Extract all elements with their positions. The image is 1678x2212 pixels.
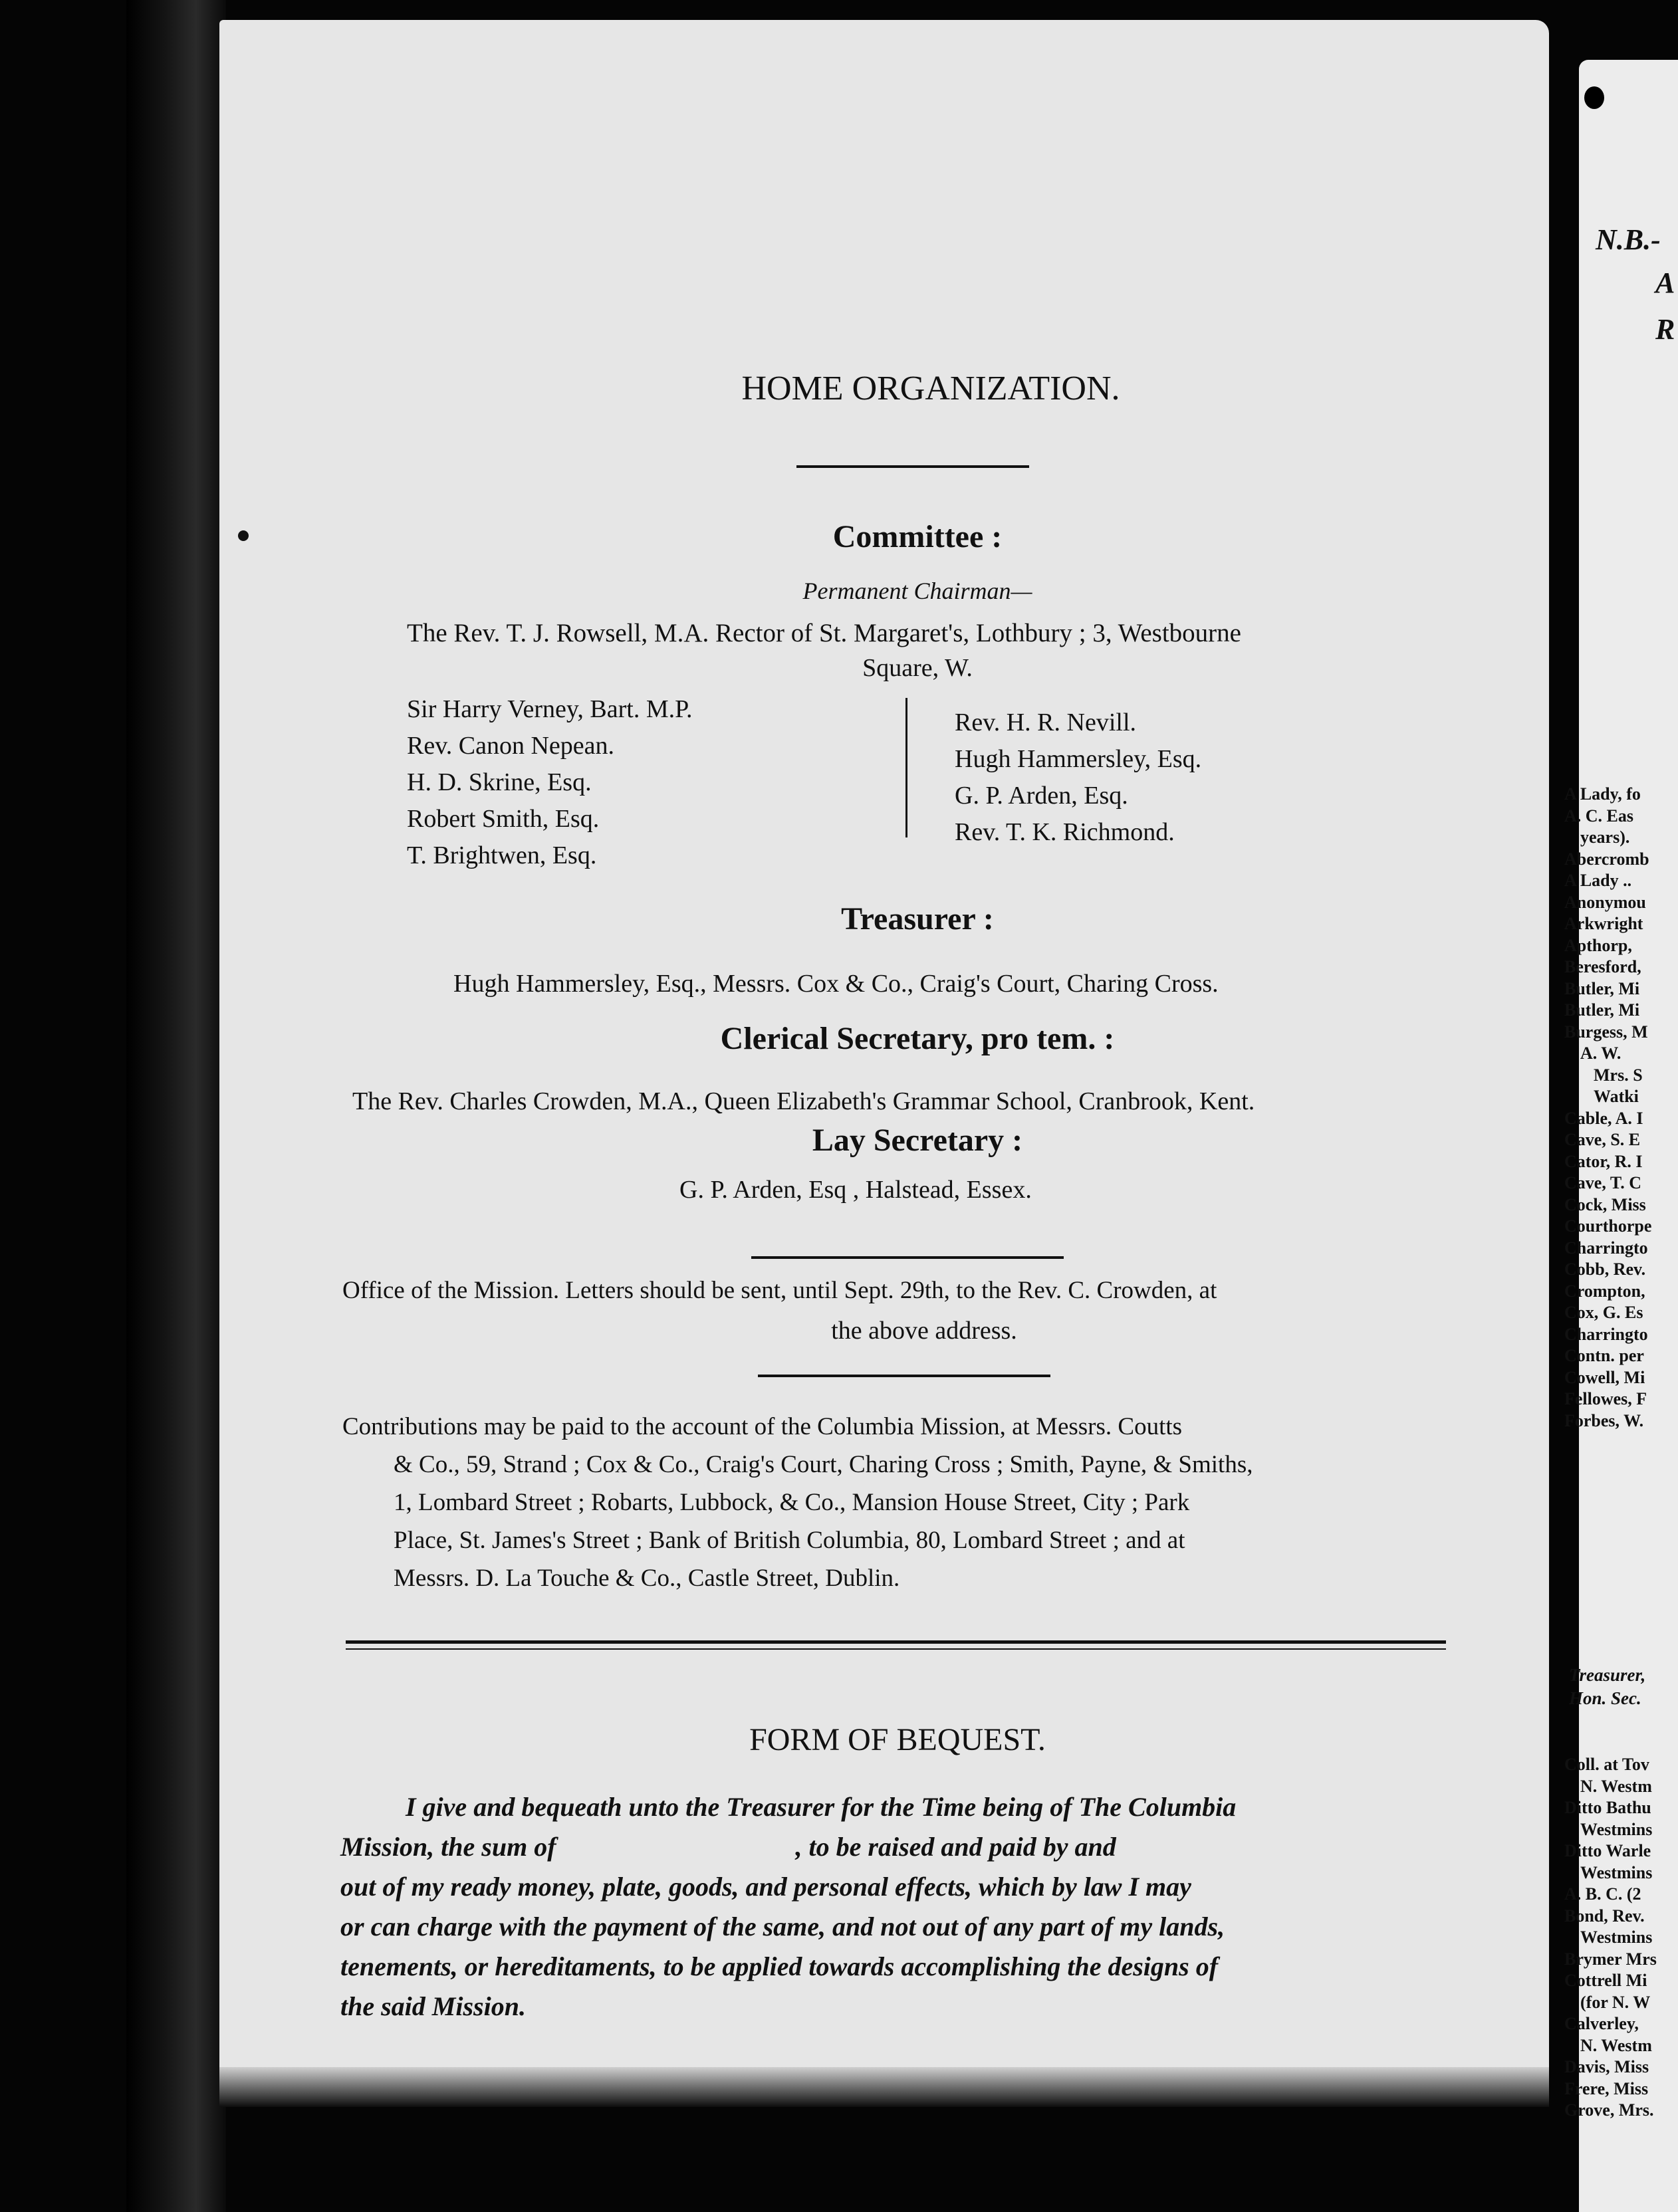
right-header-line: N.B.- — [1596, 223, 1661, 256]
right-list-item: Cobb, Rev. — [1564, 1260, 1646, 1279]
right-list-item: Cave, T. C — [1564, 1173, 1642, 1192]
treasurer-line: Hugh Hammersley, Esq., Messrs. Cox & Co., Craig's Court, Charing Cross. — [453, 970, 1219, 998]
right-list-item: Anonymou — [1564, 892, 1646, 912]
lay-secretary-line: G. P. Arden, Esq , Halstead, Essex. — [679, 1176, 1032, 1204]
double-rule-bottom — [346, 1648, 1446, 1650]
treasurer-title: Treasurer : — [841, 901, 994, 937]
right-list-item: Westmins — [1580, 1819, 1653, 1839]
chairman-line-1: The Rev. T. J. Rowsell, M.A. Rector of St. Margaret's, Lothbury ; 3, Westbourne — [407, 619, 1241, 647]
book-spine — [126, 0, 226, 2212]
right-list-item: Contn. per — [1564, 1346, 1644, 1365]
section-rule — [758, 1375, 1050, 1377]
right-officer: Treasurer, — [1569, 1665, 1646, 1685]
member: T. Brightwen, Esq. — [407, 841, 597, 869]
page-bottom-edge — [219, 2067, 1549, 2107]
permanent-chairman-label: Permanent Chairman— — [802, 578, 1032, 604]
bequest-line: tenements, or hereditaments, to be applied towards accomplishing the designs of — [340, 1951, 1219, 1981]
right-list-item: Cox, G. Es — [1564, 1303, 1643, 1322]
bequest-line: out of my ready money, plate, goods, and personal effects, which by law I may — [340, 1872, 1191, 1902]
member: Robert Smith, Esq. — [407, 805, 600, 833]
member: H. D. Skrine, Esq. — [407, 768, 592, 796]
bequest-line: the said Mission. — [340, 1991, 526, 2021]
right-list-item: Fellowes, F — [1564, 1389, 1647, 1408]
right-list-item: Charringto — [1564, 1238, 1648, 1258]
right-list-item: Brymer Mrs — [1564, 1949, 1657, 1969]
clerical-secretary-line: The Rev. Charles Crowden, M.A., Queen Elizabeth's Grammar School, Cranbrook, Kent. — [352, 1087, 1255, 1115]
right-list-item: Westmins — [1580, 1928, 1653, 1947]
right-list-item: Charringto — [1564, 1324, 1648, 1344]
section-rule — [751, 1256, 1064, 1259]
right-list-item: Watki — [1594, 1087, 1639, 1106]
right-list-item: Westmins — [1580, 1862, 1653, 1882]
right-list-item: Beresford, — [1564, 957, 1641, 976]
right-list-item: N. Westm — [1580, 1776, 1652, 1796]
right-list-item: Abercromb — [1564, 849, 1649, 869]
right-list-item: Arkwright — [1564, 914, 1643, 933]
right-list-item: Apthorp, — [1564, 935, 1632, 955]
main-page — [219, 20, 1549, 2100]
right-header-line: A — [1655, 267, 1675, 299]
right-list-item: Burgess, M — [1564, 1022, 1648, 1042]
right-list-item: Frere, Miss — [1564, 2078, 1649, 2098]
right-list-item: Forbes, W. — [1564, 1410, 1644, 1430]
member: Hugh Hammersley, Esq. — [955, 745, 1202, 773]
heading-rule — [796, 465, 1029, 468]
right-list-item: Cowell, Mi — [1564, 1367, 1645, 1387]
bequest-line: I give and bequeath unto the Treasurer for the Time being of The Columbia — [406, 1792, 1237, 1822]
right-list-item: Cable, A. I — [1564, 1108, 1643, 1128]
member: Rev. Canon Nepean. — [407, 732, 614, 760]
right-list-item: Crompton, — [1564, 1281, 1645, 1301]
office-line-2: the above address. — [831, 1317, 1017, 1345]
right-list-item: Courthorpe — [1564, 1216, 1652, 1236]
right-list-item: Ditto Bathu — [1564, 1798, 1651, 1817]
right-list-item: (for N. W — [1580, 1992, 1651, 2012]
chairman-line-2: Square, W. — [862, 654, 973, 682]
right-list-item: Ditto Warle — [1564, 1841, 1651, 1860]
double-rule-top — [346, 1640, 1446, 1644]
right-list-item: Calverley, — [1564, 2014, 1639, 2033]
right-list-item: Cock, Miss — [1564, 1194, 1646, 1214]
right-list-item: Davis, Miss — [1564, 2057, 1649, 2076]
member: G. P. Arden, Esq. — [955, 782, 1128, 810]
right-list-item: A Lady .. — [1564, 871, 1632, 890]
right-list-item: Coll. at Tov — [1564, 1755, 1649, 1774]
clerical-secretary-title: Clerical Secretary, pro tem. : — [720, 1021, 1115, 1056]
contributions-line: Messrs. D. La Touche & Co., Castle Street, Dublin. — [394, 1565, 900, 1592]
member-divider — [905, 698, 907, 837]
right-list-item: Cator, R. I — [1564, 1151, 1643, 1171]
right-list-item: A. B. C. (2 — [1564, 1884, 1641, 1904]
right-list-item: Butler, Mi — [1564, 1000, 1640, 1020]
right-list-item: Grove, Mrs. — [1564, 2100, 1654, 2120]
contributions-line: Contributions may be paid to the account of the Columbia Mission, at Messrs. Coutts — [342, 1413, 1183, 1440]
right-list-item: Bond, Rev. — [1564, 1906, 1645, 1926]
right-officer: Hon. Sec. — [1569, 1688, 1641, 1708]
committee-title: Committee : — [832, 519, 1003, 554]
member: Sir Harry Verney, Bart. M.P. — [407, 695, 693, 723]
right-list-item: Cottrell Mi — [1564, 1971, 1647, 1990]
bequest-title: FORM OF BEQUEST. — [749, 1722, 1046, 1757]
right-header-line: R — [1655, 313, 1675, 346]
bequest-line: or can charge with the payment of the same, and not out of any part of my lands, — [340, 1912, 1225, 1941]
right-list-item: Cave, S. E — [1564, 1130, 1641, 1149]
bequest-line: Mission, the sum of , to be raised and paid by and — [340, 1832, 1116, 1862]
right-list-item: A. W. — [1580, 1044, 1621, 1063]
right-list-item: Mrs. S — [1594, 1065, 1643, 1085]
page-heading: HOME ORGANIZATION. — [741, 370, 1120, 407]
right-list-item: A. C. Eas — [1564, 806, 1634, 826]
office-line-1: Office of the Mission. Letters should be sent, until Sept. 29th, to the Rev. C. Crowden, at — [342, 1277, 1217, 1304]
right-list-item: N. Westm — [1580, 2035, 1652, 2055]
contributions-line: Place, St. James's Street ; Bank of British Columbia, 80, Lombard Street ; and at — [394, 1527, 1185, 1554]
ink-spot — [1584, 86, 1604, 109]
contributions-line: 1, Lombard Street ; Robarts, Lubbock, & Co., Mansion House Street, City ; Park — [394, 1489, 1190, 1516]
member: Rev. T. K. Richmond. — [955, 818, 1175, 846]
lay-secretary-title: Lay Secretary : — [812, 1123, 1023, 1158]
right-list-item: Butler, Mi — [1564, 978, 1640, 998]
right-list-item: A Lady, fo — [1564, 784, 1641, 804]
right-list-item: years). — [1580, 828, 1630, 847]
contributions-line: & Co., 59, Strand ; Cox & Co., Craig's Court, Charing Cross ; Smith, Payne, & Smiths, — [394, 1451, 1253, 1478]
member: Rev. H. R. Nevill. — [955, 709, 1137, 736]
binding-mark — [238, 530, 249, 541]
